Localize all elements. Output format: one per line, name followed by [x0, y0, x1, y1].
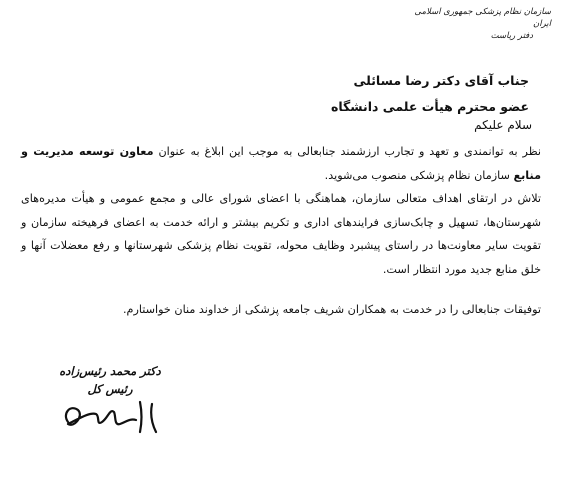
appointment-text-end: سازمان نظام پزشکی منصوب می‌شوید. — [324, 168, 514, 182]
greeting: سلام علیکم — [474, 118, 532, 132]
appointment-position: معاون توسعه مدیریت و منابع — [21, 145, 541, 182]
recipient-name: جناب آقای دکتر رضا مسائلی — [353, 73, 529, 88]
signer-name: دکتر محمد رئیس‌زاده — [59, 364, 161, 378]
signer-title: رئیس کل — [87, 382, 133, 396]
handwritten-signature — [60, 392, 170, 438]
appointment-paragraph — [21, 140, 541, 187]
duties-paragraph: تلاش در ارتقای اهداف متعالی سازمان، هماهنگی با اعضای شورای عالی و مجمع عمومی و هیأت مدیره‌های شهرستان‌ها، تسهیل و چابک‌سازی فرایندهای اداری و تکریم بیشتر و ارائه خدمت به اعضای فرهیخته سازمان و تقویت سایر معاونت‌ها در راستای پیشبرد وظایف محوله، تقویت نظام پزشکی شهرستانها و رفع معضلات آنها و خلق منابع جدید مورد انتظار است. — [21, 192, 541, 276]
letterhead-organization: سازمان نظام پزشکی جمهوری اسلامی ایران — [414, 7, 551, 29]
recipient-block — [331, 68, 529, 120]
recipient-position: عضو محترم هیأت علمی دانشگاه — [330, 99, 529, 114]
appointment-text-start: نظر به توانمندی و تعهد و تجارب ارزشمند جنابعالی به موجب این ابلاغ به عنوان — [153, 145, 542, 158]
closing-line: توفیقات جنابعالی را در خدمت به همکاران شریف جامعه پزشکی از خداوند منان خواستارم. — [122, 303, 541, 316]
letterhead — [401, 6, 551, 42]
letter-body — [21, 140, 541, 281]
letterhead-office: دفتر ریاست — [490, 31, 533, 41]
